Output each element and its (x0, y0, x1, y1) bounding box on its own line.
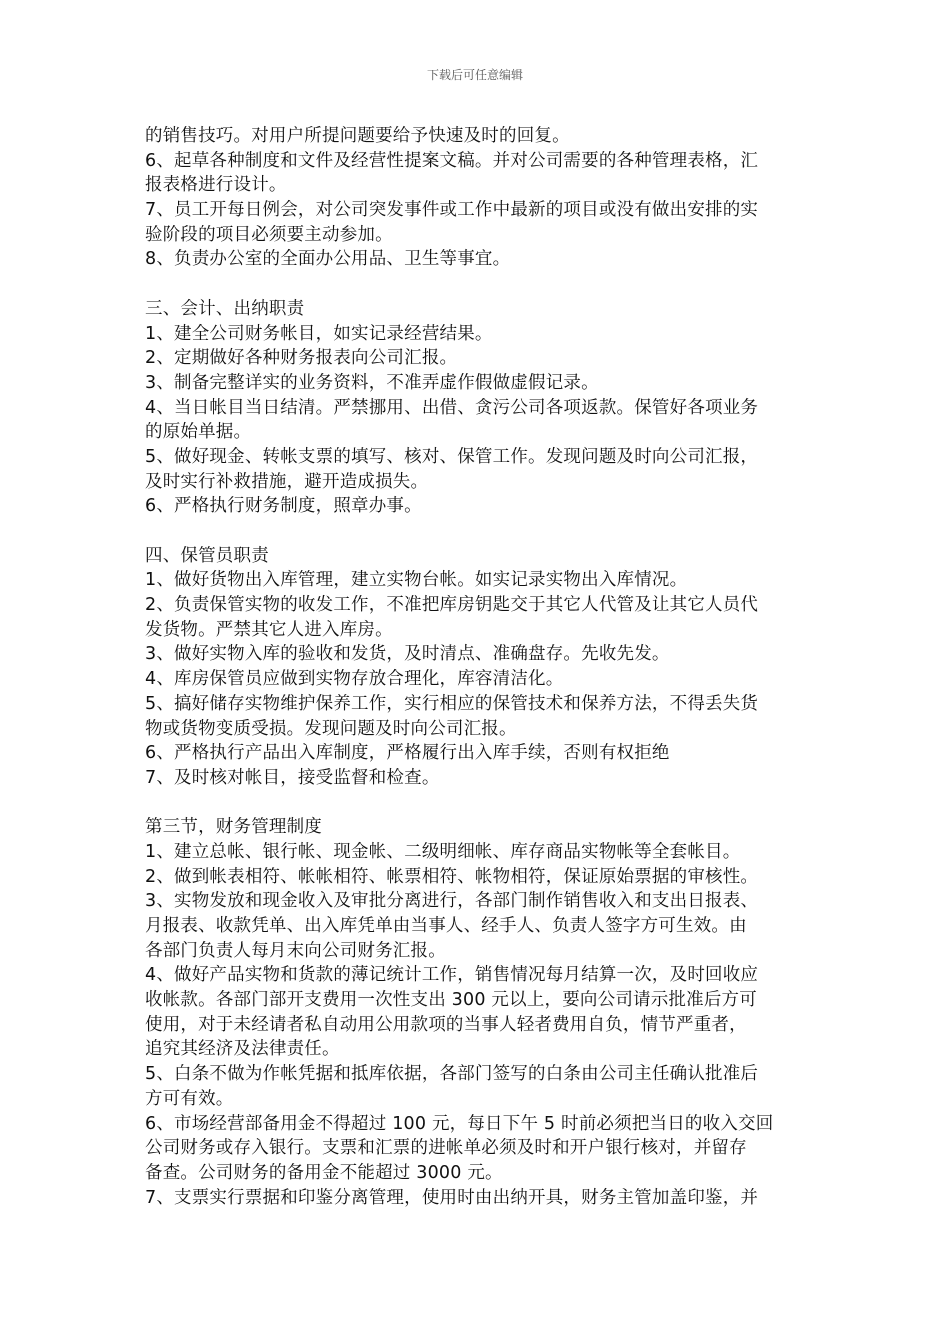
text-line: 6、严格执行产品出入库制度，严格履行出入库手续，否则有权拒绝 (145, 743, 670, 764)
text-line: 收帐款。各部门部开支费用一次性支出 300 元以上，要向公司请示批准后方可 (145, 990, 757, 1011)
text-line: 的原始单据。 (145, 422, 252, 443)
text-line: 及时实行补救措施，避开造成损失。 (145, 471, 429, 492)
blank-line (145, 519, 810, 544)
text-line: 3、做好实物入库的验收和发货，及时清点、准确盘存。先收先发。 (145, 644, 670, 665)
text-line: 3、制备完整详实的业务资料，不准弄虚作假做虚假记录。 (145, 372, 599, 393)
page-header: 下载后可任意编辑 (426, 68, 523, 82)
text-line: 备查。公司财务的备用金不能超过 3000 元。 (145, 1162, 503, 1183)
text-line: 8、负责办公室的全面办公用品、卫生等事宜。 (145, 249, 511, 270)
text-line: 1、建立总帐、银行帐、现金帐、二级明细帐、库存商品实物帐等全套帐目。 (145, 841, 741, 862)
text-line: 6、严格执行财务制度，照章办事。 (145, 496, 422, 517)
text-line: 7、及时核对帐目，接受监督和检查。 (145, 767, 440, 788)
text-line: 7、支票实行票据和印鉴分离管理，使用时由出纳开具，财务主管加盖印鉴，并 (145, 1187, 759, 1208)
text-line: 6、市场经营部备用金不得超过 100 元，每日下午 5 时前必须把当日的收入交回 (145, 1113, 774, 1134)
text-line: 发货物。严禁其它人进入库房。 (145, 619, 393, 640)
text-line: 6、起草各种制度和文件及经营性提案文稿。并对公司需要的各种管理表格，汇 (145, 150, 759, 171)
text-line: 5、白条不做为作帐凭据和抵库依据，各部门签写的白条由公司主任确认批准后 (145, 1064, 759, 1085)
text-line: 5、搞好储存实物维护保养工作，实行相应的保管技术和保养方法，不得丢失货 (145, 693, 759, 714)
document-body (145, 124, 810, 1210)
text-line: 各部门负责人每月末向公司财务汇报。 (145, 940, 446, 961)
text-line: 2、定期做好各种财务报表向公司汇报。 (145, 348, 458, 369)
blank-line (145, 791, 810, 816)
text-line: 2、做到帐表相符、帐帐相符、帐票相符、帐物相符，保证原始票据的审核性。 (145, 866, 759, 887)
text-line: 报表格进行设计。 (145, 175, 287, 196)
text-line: 验阶段的项目必须要主动参加。 (145, 224, 393, 245)
text-line: 5、做好现金、转帐支票的填写、核对、保管工作。发现问题及时向公司汇报， (145, 446, 759, 467)
text-line: 公司财务或存入银行。支票和汇票的进帐单必须及时和开户银行核对，并留存 (145, 1138, 747, 1159)
text-line: 1、建全公司财务帐目，如实记录经营结果。 (145, 323, 493, 344)
text-line: 方可有效。 (145, 1088, 234, 1109)
text-line: 1、做好货物出入库管理，建立实物台帐。如实记录实物出入库情况。 (145, 570, 688, 591)
section-heading: 第三节，财务管理制度 (145, 817, 322, 838)
text-line: 2、负责保管实物的收发工作，不准把库房钥匙交于其它人代管及让其它人员代 (145, 595, 759, 616)
text-line: 的销售技巧。对用户所提问题要给予快速及时的回复。 (145, 126, 570, 146)
section-heading: 三、会计、出纳职责 (145, 298, 305, 319)
text-line: 使用，对于未经请者私自动用公用款项的当事人轻者费用自负，情节严重者， (145, 1014, 747, 1035)
section-heading: 四、保管员职责 (145, 545, 269, 566)
text-line: 物或货物变质受损。发现问题及时向公司汇报。 (145, 718, 517, 739)
text-line: 4、做好产品实物和货款的薄记统计工作，销售情况每月结算一次，及时回收应 (145, 965, 759, 986)
text-line: 月报表、收款凭单、出入库凭单由当事人、经手人、负责人签字方可生效。由 (145, 916, 747, 936)
blank-line (145, 272, 810, 297)
text-line: 4、库房保管员应做到实物存放合理化，库容清洁化。 (145, 669, 564, 690)
text-line: 7、员工开每日例会，对公司突发事件或工作中最新的项目或没有做出安排的实 (145, 200, 759, 221)
text-line: 追究其经济及法律责任。 (145, 1039, 340, 1060)
text-line: 3、实物发放和现金收入及审批分离进行，各部门制作销售收入和支出日报表、 (145, 891, 759, 912)
text-line: 4、当日帐目当日结清。严禁挪用、出借、贪污公司各项返款。保管好各项业务 (145, 397, 759, 418)
